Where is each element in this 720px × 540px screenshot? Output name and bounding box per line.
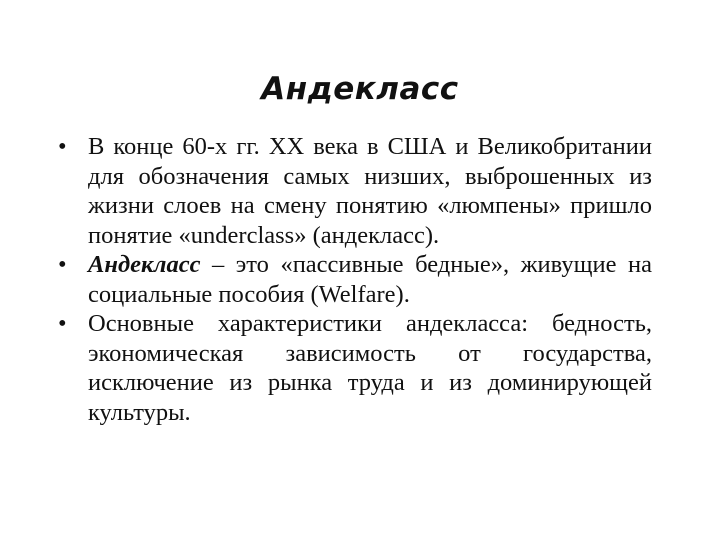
bullet-item-2 — [58, 250, 652, 309]
bullet-list — [58, 132, 652, 427]
bullet-icon: • — [58, 133, 67, 160]
bullet-item-3 — [58, 309, 652, 427]
bullet-text: – это «пассивные бедные», живущие на социальные пособия (Welfare). — [88, 251, 652, 308]
bullet-text: Основные характеристики андекласса: бедность, экономическая зависимость от государства, исключение из рынка труда и из доминирующей культуры. — [88, 310, 652, 426]
bullet-text: В конце 60-х гг. XX века в США и Великобритании для обозначения самых низших, выброшенных из жизни слоев на смену понятию «люмпены» пришло понятие «underclass» (андекласс). — [88, 133, 652, 249]
bullet-icon: • — [58, 310, 67, 337]
bullet-item-1 — [58, 132, 652, 250]
bullet-icon: • — [58, 251, 67, 278]
bullet-emphasis-term: Андекласс — [88, 251, 201, 278]
slide-title: Андекласс — [261, 71, 459, 107]
